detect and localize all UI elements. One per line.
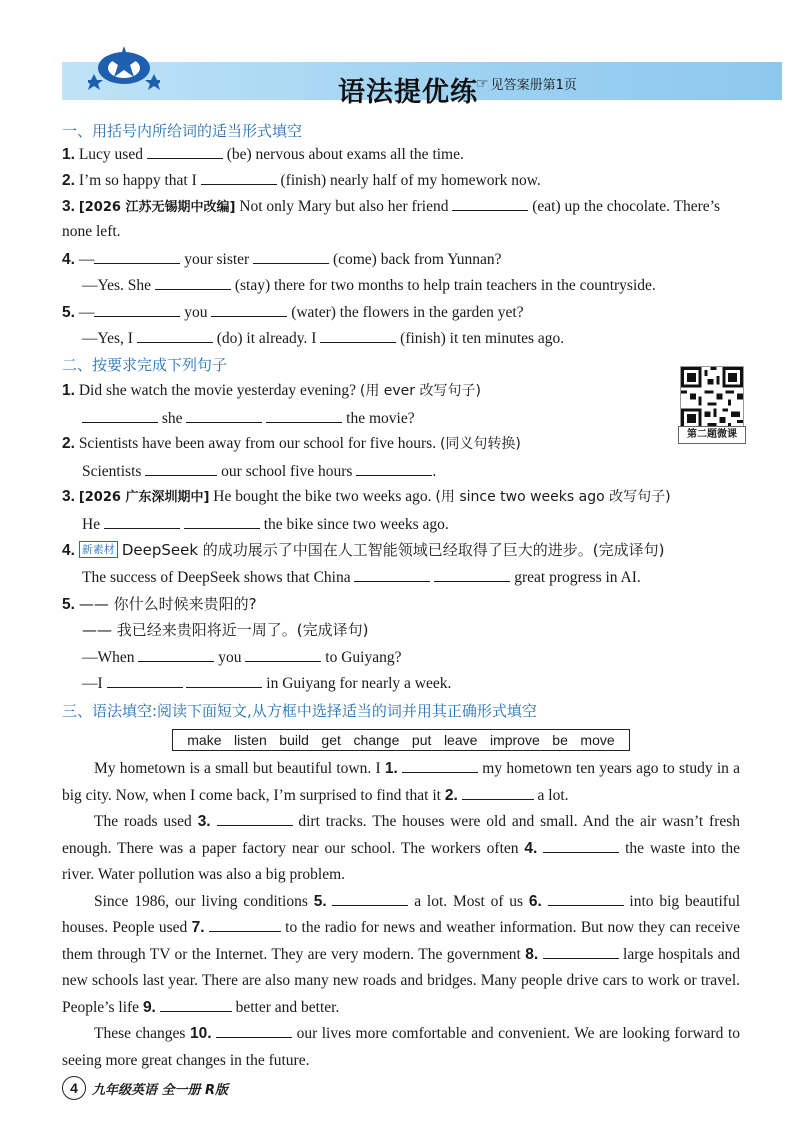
word-bank-item: leave [443, 732, 478, 748]
answer-blank[interactable] [452, 196, 528, 211]
answer-blank[interactable] [160, 997, 232, 1012]
question-2-2-answer: Scientists our school five hours . [82, 463, 437, 480]
answer-blank[interactable] [104, 514, 180, 529]
answer-blank[interactable] [137, 328, 213, 343]
question-2-3-answer: He the bike since two weeks ago. [82, 516, 449, 533]
question-1-2: 2. I’m so happy that I (finish) nearly half of my homework now. [62, 172, 541, 189]
word-bank-item: change [353, 732, 400, 748]
answer-blank[interactable] [184, 514, 260, 529]
answer-blank[interactable] [543, 838, 619, 853]
passage-paragraph-4: These changes 10. our lives more comfortable and convenient. We are looking forward to seeing more great changes in the future. [62, 1025, 741, 1069]
question-2-2: 2. Scientists have been away from our school for five hours. (同义句转换) [62, 435, 521, 452]
book-title: 九年级英语 全一册 R版 [92, 1082, 229, 1098]
word-bank-item: build [279, 732, 309, 748]
answer-blank[interactable] [245, 647, 321, 662]
answer-blank[interactable] [145, 461, 217, 476]
answer-blank[interactable] [543, 944, 619, 959]
answer-blank[interactable] [186, 408, 262, 423]
answer-blank[interactable] [211, 302, 287, 317]
question-2-4-answer: The success of DeepSeek shows that China great progress in AI. [82, 569, 641, 586]
word-bank-item: move [580, 732, 615, 748]
passage-paragraph-3: Since 1986, our living conditions 5. a lot. Most of us 6. into big beautiful houses. People used 7. to the radio for news and weather information. But now they can receive them through TV or the Internet. They are very modern. The government 8. large hospitals and new schools last year. There are also many new roads and bridges. Many people drive cars to work or travel. People’s life 9. better and better. [62, 892, 741, 1016]
question-2-5: 5. —— 你什么时候来贵阳的? [62, 595, 257, 613]
word-bank-item: put [411, 732, 432, 748]
answer-blank[interactable] [216, 1023, 292, 1038]
section-heading-2: 二、按要求完成下列句子 [62, 356, 228, 374]
page-footer [62, 1076, 228, 1100]
question-1-1: 1. Lucy used (be) nervous about exams all the time. [62, 146, 464, 163]
question-2-5-line4: —I in Guiyang for nearly a week. [82, 675, 452, 692]
answer-blank[interactable] [82, 408, 158, 423]
answer-blank[interactable] [434, 567, 510, 582]
pointing-hand-icon: ☞ [476, 75, 489, 92]
question-2-5-line3: —When you to Guiyang? [82, 649, 402, 666]
question-2-1-answer: she the movie? [82, 408, 415, 429]
qr-code-icon[interactable] [680, 366, 744, 430]
question-2-4: 4. 新素材 DeepSeek 的成功展示了中国在人工智能领域已经取得了巨大的进步。(完成译句) [62, 541, 665, 559]
word-bank-item: get [321, 732, 341, 748]
passage-paragraph-1: My hometown is a small but beautiful town. I 1. my hometown ten years ago to study in a big city. Now, when I come back, I’m surprised to find that it 2. a lot. [62, 760, 741, 804]
qr-code-label: 第二题微课 [678, 426, 746, 444]
question-2-5-line2: —— 我已经来贵阳将近一周了。(完成译句) [82, 621, 369, 639]
section-heading-3: 三、语法填空:阅读下面短文,从方框中选择适当的词并用其正确形式填空 [62, 702, 537, 720]
answer-blank[interactable] [320, 328, 396, 343]
question-1-5-answer: —Yes, I (do) it already. I (finish) it ten minutes ago. [82, 330, 565, 347]
answer-blank[interactable] [186, 673, 262, 688]
answer-blank[interactable] [462, 785, 534, 800]
question-1-4: 4. — your sister (come) back from Yunnan? [62, 251, 502, 268]
answer-blank[interactable] [155, 275, 231, 290]
answer-blank[interactable] [548, 891, 624, 906]
answer-blank[interactable] [209, 917, 281, 932]
answer-blank[interactable] [253, 249, 329, 264]
answer-blank[interactable] [356, 461, 432, 476]
word-bank-item: listen [234, 732, 267, 748]
question-1-3-cont: none left. [62, 223, 121, 240]
word-bank-item: improve [489, 732, 540, 748]
page-title: 语法提优练 [338, 77, 478, 108]
word-bank-item: be [552, 732, 568, 748]
section-heading-1: 一、用括号内所给词的适当形式填空 [62, 122, 303, 140]
answer-blank[interactable] [266, 408, 342, 423]
logo-icon [88, 40, 160, 94]
word-bank-item: make [187, 732, 222, 748]
answer-reference: ☞ 见答案册第1页 [476, 75, 577, 93]
answer-blank[interactable] [402, 758, 478, 773]
answer-blank[interactable] [354, 567, 430, 582]
answer-blank[interactable] [94, 249, 180, 264]
question-2-3: 3. [2026 广东深圳期中] He bought the bike two weeks ago. (用 since two weeks ago 改写句子) [62, 488, 671, 505]
new-material-badge: 新素材 [79, 541, 118, 558]
passage-paragraph-2: The roads used 3. dirt tracks. The houses were old and small. And the air wasn’t fresh enough. There was a paper factory near our school. The workers often 4. the waste into the river. Water pollution was also a big problem. [62, 813, 741, 883]
question-1-3: 3. [2026 江苏无锡期中改编] Not only Mary but also her friend (eat) up the chocolate. There’s [62, 198, 721, 215]
answer-blank[interactable] [138, 647, 214, 662]
answer-blank[interactable] [94, 302, 180, 317]
answer-blank[interactable] [107, 673, 183, 688]
answer-blank[interactable] [147, 144, 223, 159]
question-1-5: 5. — you (water) the flowers in the garden yet? [62, 304, 524, 321]
page-number: 4 [62, 1076, 86, 1100]
answer-blank[interactable] [217, 811, 293, 826]
question-2-1: 1. Did she watch the movie yesterday evening? (用 ever 改写句子) [62, 382, 481, 399]
answer-blank[interactable] [332, 891, 408, 906]
question-1-4-answer: —Yes. She (stay) there for two months to help train teachers in the countryside. [82, 277, 656, 294]
word-bank [172, 729, 630, 751]
answer-blank[interactable] [201, 170, 277, 185]
passage [62, 756, 740, 1074]
